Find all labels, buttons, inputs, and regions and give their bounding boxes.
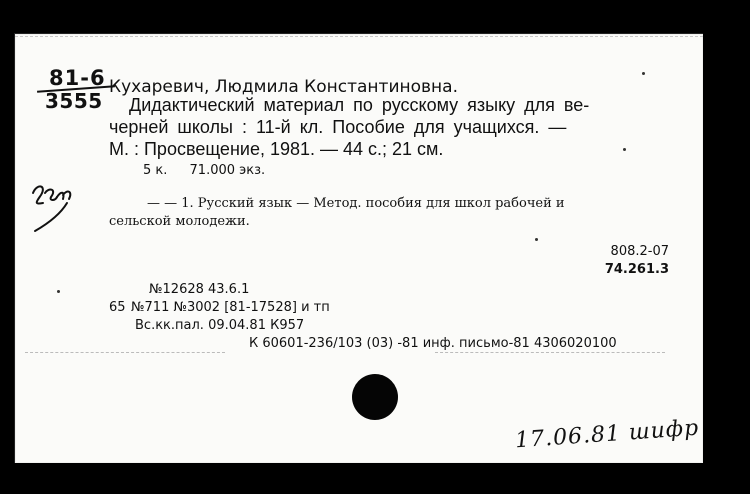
handwritten-copies-note bbox=[27, 179, 77, 239]
tech-line-2 bbox=[109, 299, 617, 317]
card-punch-hole bbox=[352, 374, 398, 420]
call-number-top: 81-6 bbox=[49, 66, 106, 90]
bbk-code: 74.261.3 bbox=[604, 262, 669, 277]
title-line-2: черней школы : 11-й кл. Пособие для учащихся. — bbox=[109, 117, 567, 137]
subject-line-1: — — 1. Русский язык — Метод. пособия для школ рабочей и bbox=[147, 196, 565, 211]
speck bbox=[57, 290, 60, 293]
catalog-card bbox=[14, 33, 703, 463]
technical-info bbox=[109, 281, 617, 353]
separator-dashes bbox=[435, 352, 665, 353]
tech-line-3: Вс.кк.пал. 09.04.81 К957 bbox=[135, 318, 305, 333]
speck bbox=[535, 238, 538, 241]
call-number-bottom: 3555 bbox=[45, 89, 103, 113]
print-run: 71.000 экз. bbox=[189, 163, 266, 178]
separator-dashes bbox=[25, 352, 225, 353]
price: 5 к. bbox=[143, 163, 168, 178]
udc-code: 808.2-07 bbox=[610, 244, 669, 259]
price-and-print-run bbox=[143, 163, 283, 178]
handwritten-date: 17.06.81 шифр bbox=[514, 415, 700, 454]
tech-line-4: К 60601-236/103 (03) -81 инф. письмо-81 4306020100 bbox=[249, 336, 617, 351]
tech-line-2-text: №711 №3002 [81-17528] и тп bbox=[131, 300, 330, 315]
tech-line-1: №12628 43.6.1 bbox=[149, 282, 250, 297]
subject-line-2: сельской молодежи. bbox=[109, 214, 250, 229]
tech-line-2-num: 65 bbox=[109, 300, 126, 315]
author-heading: Кухаревич, Людмила Константиновна. bbox=[109, 77, 458, 97]
title-description bbox=[109, 94, 669, 160]
speck bbox=[623, 148, 626, 151]
speck bbox=[642, 72, 645, 75]
subject-tracing bbox=[109, 195, 677, 231]
title-line-3: М. : Просвещение, 1981. — 44 с.; 21 см. bbox=[109, 139, 444, 159]
classification-codes bbox=[605, 243, 669, 279]
title-line-1: Дидактический материал по русскому языку для ве- bbox=[129, 95, 590, 115]
card-top-dashed-edge bbox=[15, 36, 703, 37]
